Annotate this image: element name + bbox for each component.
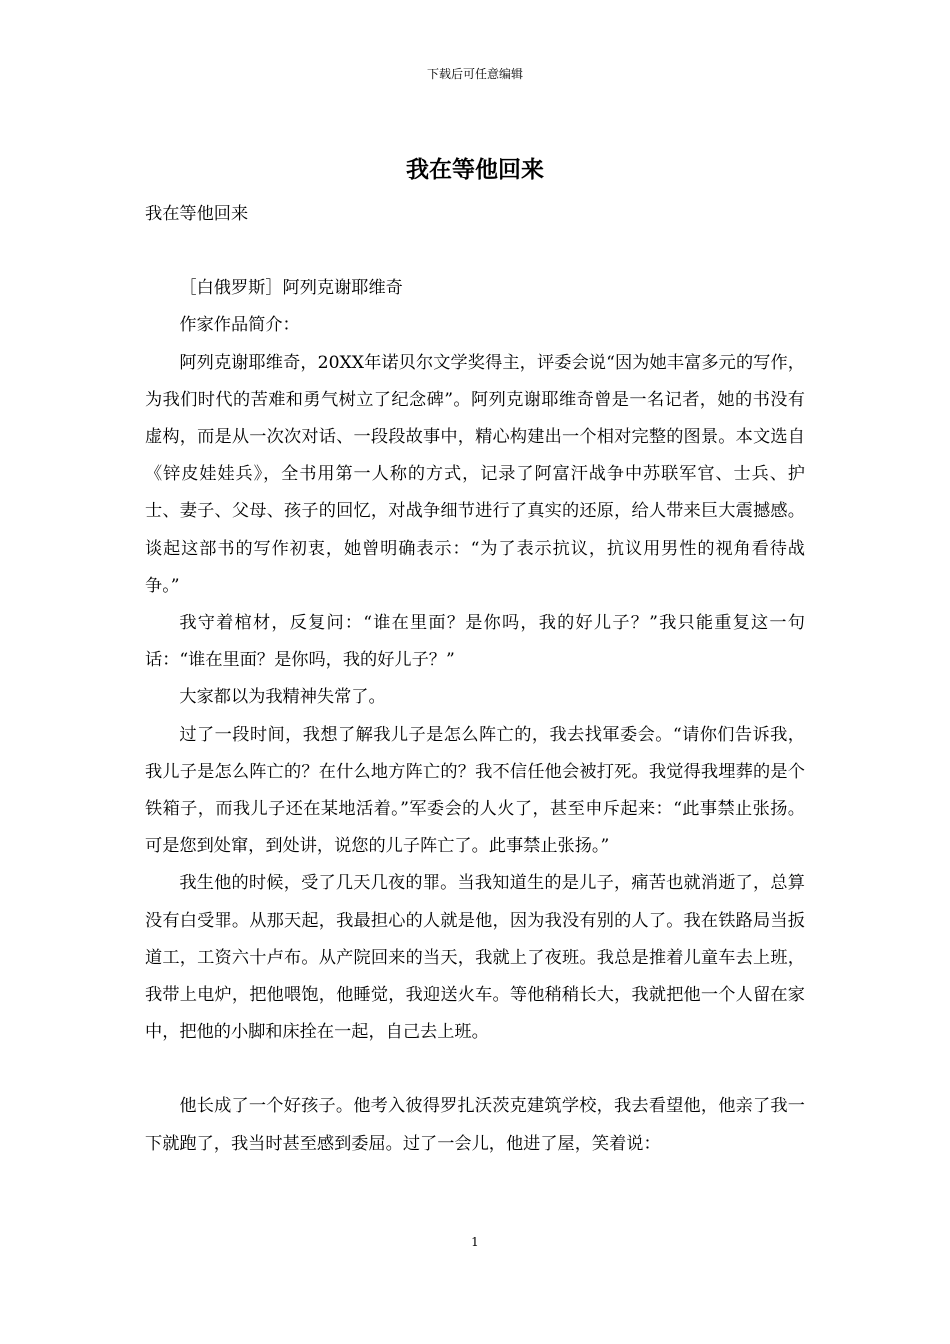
paragraph: 大家都以为我精神失常了。 bbox=[179, 687, 386, 708]
paragraph: 我生他的时候，受了几天几夜的罪。当我知道生的是儿子，痛苦也就消逝了，总算没有白受罪。从那天起，我最担心的人就是他，因为我没有别的人了。我在铁路局当扳道工，工资六十卢布。从产院回来的当天，我就上了夜班。我总是推着儿童车去上班，我带上电炉，把他喂饱，他睡觉，我迎送火车。等他稍稍长大，我就把他一个人留在家中，把他的小脚和床拴在一起，自己去上班。 bbox=[145, 873, 805, 1043]
paragraph: 过了一段时间，我想了解我儿子是怎么阵亡的，我去找軍委会。“请你们告诉我，我儿子是怎么阵亡的？在什么地方阵亡的？我不信任他会被打死。我觉得我埋葬的是个铁箱子，而我儿子还在某地活着。”军委会的人火了，甚至申斥起来：“此事禁止张扬。可是您到处窜，到处讲，说您的儿子阵亡了。此事禁止张扬。” bbox=[145, 724, 805, 857]
intro-label: 作家作品简介： bbox=[179, 315, 300, 336]
page-header: 下载后可任意编辑 bbox=[426, 67, 523, 81]
paragraph: 阿列克谢耶维奇，20XX年诺贝尔文学奖得主，评委会说“因为她丰富多元的写作，为我们时代的苦难和勇气树立了纪念碑”。阿列克谢耶维奇曾是一名记者，她的书没有虚构，而是从一次次对话、一段段故事中，精心构建出一个相对完整的图景。本文选自《锌皮娃娃兵》，全书用第一人称的方式，记录了阿富汗战争中苏联军官、士兵、护士、妻子、父母、孩子的回忆，对战争细节进行了真实的还原，给人带来巨大震撼感。谈起这部书的写作初衷，她曾明确表示：“为了表示抗议，抗议用男性的视角看待战争。” bbox=[145, 352, 805, 596]
page-number: 1 bbox=[471, 1235, 479, 1249]
blank-line bbox=[145, 1051, 805, 1088]
blank-line bbox=[145, 233, 805, 270]
subtitle: 我在等他回来 bbox=[145, 204, 249, 224]
author-line: ［白俄罗斯］阿列克谢耶维奇 bbox=[179, 278, 403, 299]
document-title: 我在等他回来 bbox=[406, 156, 544, 183]
document-body bbox=[145, 196, 805, 1163]
paragraph: 我守着棺材，反复问：“谁在里面？是你吗，我的好儿子？”我只能重复这一句话：“谁在里面？是你吗，我的好儿子？” bbox=[145, 613, 805, 671]
paragraph: 他长成了一个好孩子。他考入彼得罗扎沃茨克建筑学校，我去看望他，他亲了我一下就跑了，我当时甚至感到委屈。过了一会儿，他进了屋，笑着说： bbox=[145, 1096, 805, 1154]
